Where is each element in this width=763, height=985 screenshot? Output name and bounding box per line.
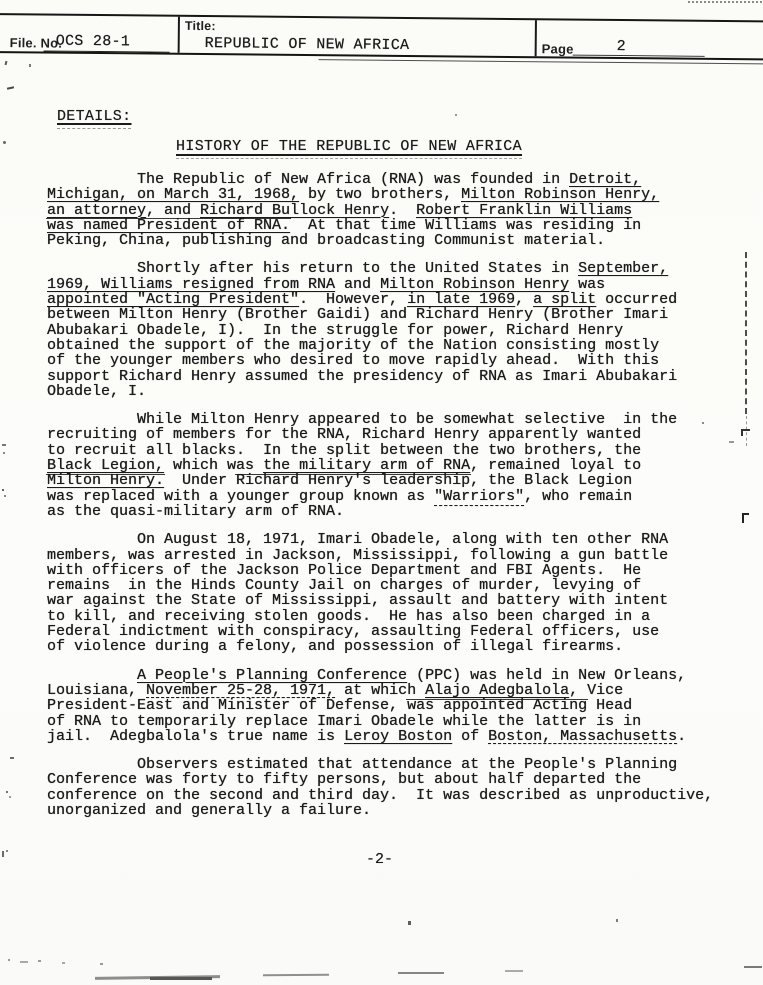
text-line: to kill, and receiving stolen goods. He has also been charged in a [47,607,651,625]
section-heading: HISTORY OF THE REPUBLIC OF NEW AFRICA [176,138,522,159]
scan-artifact [20,961,28,963]
text-line: Federal indictment with conspiracy, assaulting Federal officers, use [47,623,660,641]
scan-artifact [398,972,444,974]
details-label: DETAILS: [57,108,131,129]
text-line: war against the State of Mississippi, assault and battery with intent [47,592,669,610]
header-divider [535,20,537,56]
text-line: Conference was forty to fifty persons, but about half departed the [47,771,642,789]
text-line: between Milton Henry (Brother Gaidi) and Richard Henry (Brother Imari [47,306,669,324]
scan-artifact [9,796,11,798]
scan-artifact [62,962,65,964]
footer-page-number: -2- [366,851,394,868]
file-no-value: OCS 28-1 [55,32,131,51]
text-line: A People's Planning Conference (PPC) was held in New Orleans, [137,666,687,684]
scan-artifact [2,444,6,446]
page-value: 2 [616,37,627,56]
scan-artifact [7,86,14,89]
text-line: was named President of RNA. At that time Williams was residing in [47,216,642,234]
text-line: unorganized and generally a failure. [47,801,372,819]
text-line: The Republic of New Africa (RNA) was founded in Detroit, [47,171,642,188]
scan-artifact [744,966,762,968]
scan-artifact [6,791,8,793]
file-no-label: File. No. [9,35,63,51]
text-line: Michigan, on March 31, 1968, by two brothers, Milton Robinson Henry, [47,186,660,204]
scan-artifact [95,975,220,979]
scan-artifact [6,850,8,852]
page-underline [573,55,705,57]
text-line: conference on the second and third day. It was described as unproductive, [47,786,714,804]
text-line: While Milton Henry appeared to be somewhat selective in the [47,411,678,429]
scan-artifact [8,959,10,961]
page-label: Page [541,41,574,57]
text-line: Observers estimated that attendance at the People's Planning [47,756,678,774]
text-line: Louisiana, November 25-28, 1971, at which Alajo Adegbalola, Vice [47,681,624,699]
scan-artifact [3,141,6,144]
title-value: REPUBLIC OF NEW AFRICA [204,35,410,55]
text-line: of violence during a felony, and possession of illegal firearms. [47,638,624,656]
header-ghost-line [319,59,763,64]
text-line: On August 18, 1971, Imari Obadele, along with ten other RNA [47,531,669,549]
scan-artifact [2,851,4,857]
scan-artifact [3,452,5,454]
text-line: Peking, China, publishing and broadcasting Communist material. [47,232,606,250]
text-line: Shortly after his return to the United States in September, [47,260,669,278]
text-line: jail. Adegbalola's true name is Leroy Boston of Boston, Massachusetts. [47,727,687,745]
scan-artifact [4,495,6,497]
text-line: support Richard Henry assumed the presidency of RNA as Imari Abubakari [47,367,678,385]
scan-artifact [100,963,103,965]
paragraph [47,172,747,248]
scan-artifact [688,1,762,3]
scan-artifact [455,114,457,116]
text-line: appointed "Acting President". However, in late 1969, a split occurred [47,291,678,309]
paragraph [47,668,747,744]
header-box [0,13,763,60]
text-line: Obadele, I. [47,382,147,400]
paragraph [47,261,747,399]
text-line: an attorney, and Richard Bullock Henry. Robert Franklin Williams [47,201,633,219]
paragraph [47,532,747,654]
text-line: was replaced with a younger group known as "Warriors", who remain [47,487,633,505]
text-line: President-East and Minister of Defense, was appointed Acting Head [47,697,633,715]
text-line: of RNA to temporarily replace Imari Obadele while the latter is in [47,712,642,730]
text-line: members, was arrested in Jackson, Mississippi, following a gun battle [47,546,669,564]
text-line: as the quasi-military arm of RNA. [47,502,345,520]
text-line: with officers of the Jackson Police Department and FBI Agents. He [47,561,642,579]
text-line: Black Legion, which was the military arm of RNA, remained loyal to [47,457,642,475]
scan-artifact [29,64,31,67]
title-label: Title: [184,18,216,34]
scan-artifact [408,921,411,925]
text-line: 1969, Williams resigned from RNA and Milton Robinson Henry was [47,275,606,293]
paragraph [47,412,747,519]
text-line: to recruit all blacks. In the split between the two brothers, the [47,441,642,459]
scan-artifact [5,61,8,65]
file-no-underline [44,50,170,52]
text-line: of the younger members who desired to move rapidly ahead. With this [47,352,660,370]
scan-artifact [263,974,329,977]
text-line: recruiting of members for the RNA, Richard Henry apparently wanted [47,426,642,444]
scan-artifact [38,960,41,962]
text-line: remains in the Hinds County Jail on charges of murder, levying of [47,577,642,595]
text-line: Milton Henry. Under Richard Henry's leadership, the Black Legion [47,472,633,490]
scan-artifact [616,919,618,922]
scan-artifact [10,757,14,759]
text-line: obtained the support of the majority of the Nation consisting mostly [47,336,660,354]
document-body [47,172,747,831]
text-line: Abubakari Obadele, I). In the struggle for power, Richard Henry [47,321,624,339]
paragraph [47,757,747,818]
scan-artifact [505,970,523,972]
header-divider [178,17,180,53]
scan-artifact [150,977,212,980]
scan-artifact [2,489,4,491]
